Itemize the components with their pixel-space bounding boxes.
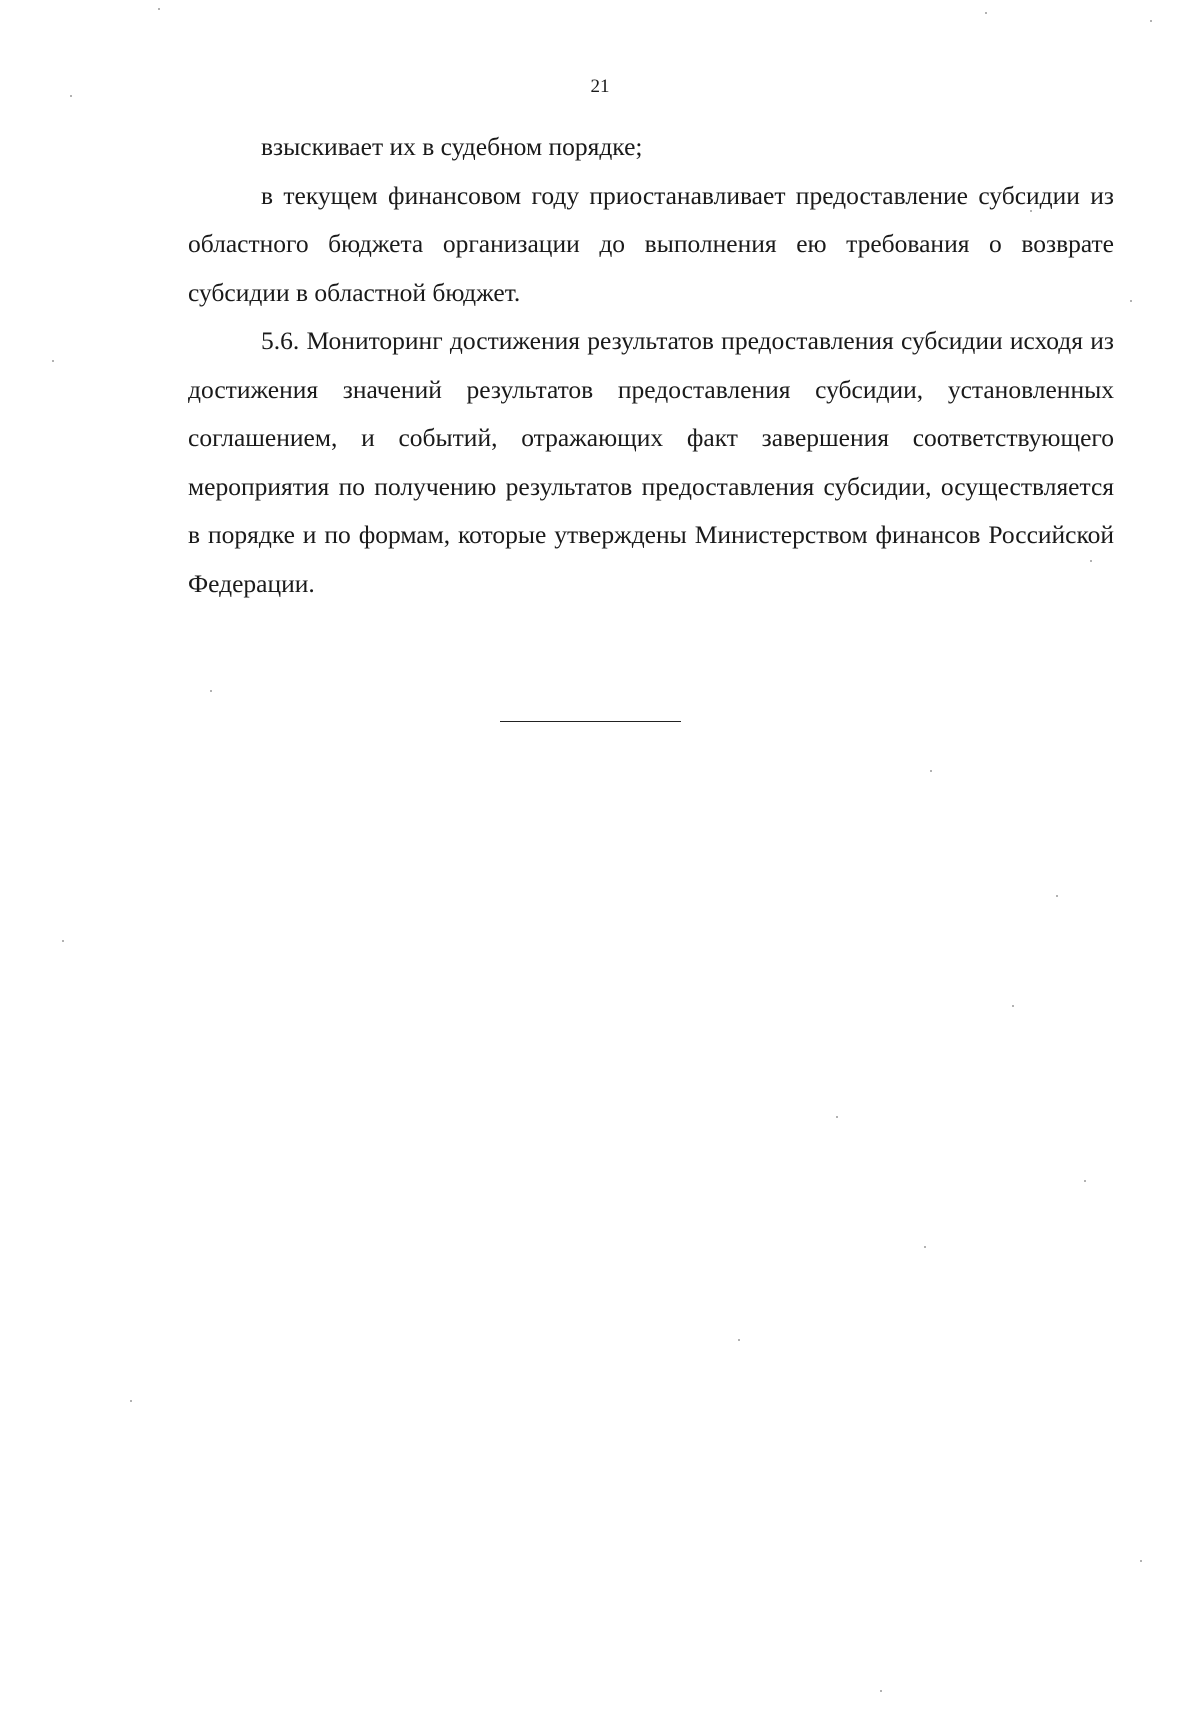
scan-noise-dot — [210, 690, 212, 692]
scan-noise-dot — [1084, 1180, 1086, 1182]
scan-noise-dot — [836, 1116, 838, 1118]
scan-noise-dot — [1056, 895, 1058, 897]
paragraph-suspension-of-subsidy: в текущем финансовом году приостанавливает предоставление субсидии из областного бюджета организации до выполнения ею требования о возврате субсидии в областной бюджет. — [188, 180, 1114, 307]
scan-noise-dot — [1030, 210, 1032, 212]
scan-noise-dot — [1012, 1005, 1014, 1007]
scan-noise-dot — [130, 1400, 132, 1402]
scan-noise-dot — [70, 95, 72, 97]
page-number: 21 — [590, 76, 610, 97]
scan-noise-dot — [1150, 20, 1152, 22]
scan-noise-dot — [985, 12, 987, 14]
paragraph-recovery-in-court: взыскивает их в судебном порядке; — [261, 132, 643, 161]
scan-noise-dot — [930, 770, 932, 772]
document-body — [188, 123, 1114, 608]
scan-noise-dot — [924, 1246, 926, 1248]
scan-noise-dot — [1140, 1560, 1142, 1562]
end-of-document-rule — [500, 721, 681, 722]
scan-noise-dot — [158, 8, 160, 10]
scan-noise-dot — [1130, 300, 1132, 302]
scan-noise-dot — [738, 1339, 740, 1341]
paragraph-5-6-monitoring: 5.6. Мониторинг достижения результатов предоставления субсидии исходя из достижения значений результатов предоставления субсидии, установленных соглашением, и событий, отражающих факт завершения соответствующего мероприятия по получению результатов предоставления субсидии, осуществляется в порядке и по формам, которые утверждены Министерством финансов Российской Федерации. — [188, 326, 1114, 598]
scan-noise-dot — [880, 1690, 882, 1692]
scan-noise-dot — [1090, 560, 1092, 562]
scan-noise-dot — [52, 360, 54, 362]
scan-noise-dot — [62, 940, 64, 942]
